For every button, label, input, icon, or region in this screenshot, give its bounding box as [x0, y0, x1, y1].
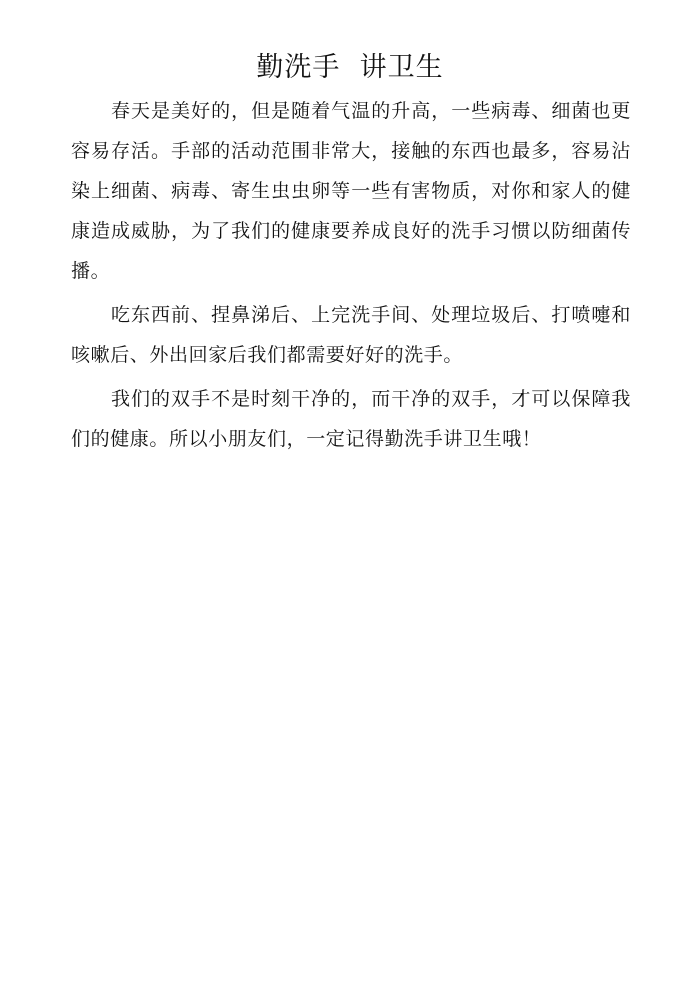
page-title: 勤洗手 讲卫生 — [256, 52, 444, 83]
paragraph-when-to-wash: 吃东西前、捏鼻涕后、上完洗手间、处理垃圾后、打喷嚏和咳嗽后、外出回家后我们都需要好好的洗手。 — [71, 304, 631, 366]
paragraph-intro: 春天是美好的，但是随着气温的升高，一些病毒、细菌也更容易存活。手部的活动范围非常大，接触的东西也最多，容易沾染上细菌、病毒、寄生虫虫卵等一些有害物质，对你和家人的健康造成威胁，为了我们的健康要养成良好的洗手习惯以防细菌传播。 — [71, 100, 631, 282]
document-body — [71, 91, 631, 463]
paragraph-conclusion: 我们的双手不是时刻干净的，而干净的双手，才可以保障我们的健康。所以小朋友们，一定记得勤洗手讲卫生哦！ — [71, 388, 631, 450]
